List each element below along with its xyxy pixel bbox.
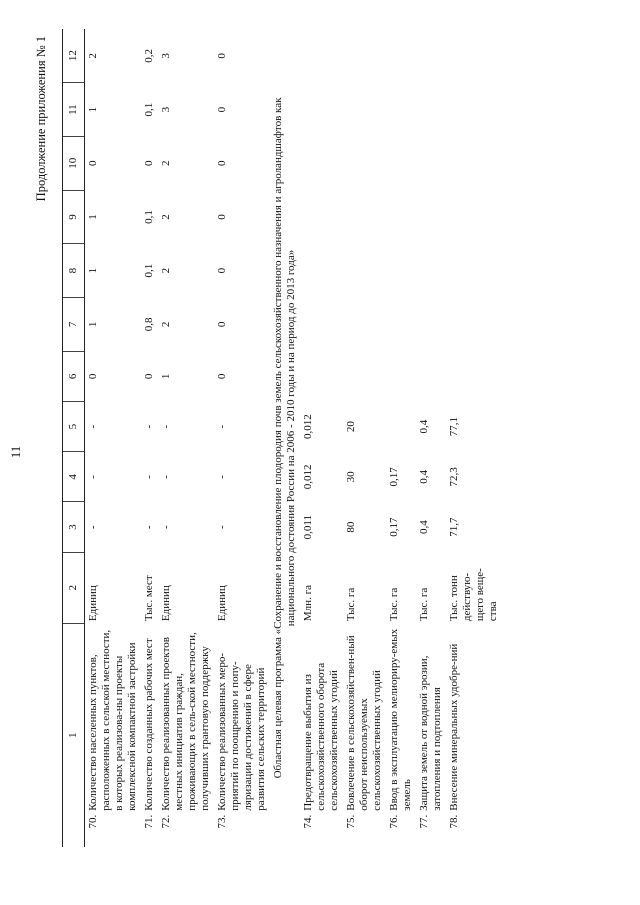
value-cell: 2	[160, 214, 172, 220]
value-cell	[446, 298, 502, 352]
value-cell: -	[216, 525, 228, 529]
value-cell: -	[143, 525, 155, 529]
value-cell: 0,4	[418, 470, 430, 484]
value-cell: 1	[87, 214, 99, 220]
section-heading-row	[270, 29, 300, 847]
value-cell	[386, 83, 416, 137]
section-title: Областная целевая программа «Сохранение и восстановление плодородия почв земель сельскохозяйственного назначения и агроландшафтов как национального достояния России на 2006 - 2010 годы и на период до 2013 года»	[272, 97, 297, 779]
value-cell	[416, 83, 446, 137]
value-cell: 30	[345, 471, 357, 483]
value-cell: 2	[160, 160, 172, 167]
value-cell: 0	[143, 160, 155, 167]
header-cell: 5	[63, 401, 85, 451]
value-cell	[416, 244, 446, 298]
row-number: 76.	[388, 814, 400, 829]
row-number: 78.	[448, 814, 460, 829]
table-row	[446, 29, 502, 847]
continuation-note: Продолжение приложения № 1	[34, 36, 48, 202]
value-cell	[343, 136, 386, 190]
value-cell: -	[143, 475, 155, 479]
value-cell: -	[216, 424, 228, 429]
unit-cell: Тыс. га	[418, 587, 430, 622]
value-cell: 0,1	[143, 263, 155, 278]
row-number: 73.	[216, 814, 228, 829]
table-row	[158, 29, 214, 847]
row-number: 70.	[87, 814, 99, 829]
indicator-name: Предотвращение выбытия из сельскохозяйственного оборота сельскохозяйственных угодий	[302, 662, 340, 811]
unit-cell: Единиц	[216, 585, 228, 622]
value-cell: 1	[87, 267, 99, 274]
row-number: 71.	[143, 814, 155, 829]
value-cell	[386, 244, 416, 298]
header-cell: 11	[63, 83, 85, 137]
value-cell	[446, 29, 502, 83]
value-cell	[416, 190, 446, 244]
value-cell	[386, 136, 416, 190]
value-cell: -	[160, 525, 172, 529]
table-row	[300, 29, 343, 847]
header-cell: 4	[63, 452, 85, 502]
unit-cell: Млн. га	[302, 585, 314, 622]
value-cell	[300, 29, 343, 83]
value-cell: 1	[87, 106, 99, 113]
value-cell	[300, 83, 343, 137]
value-cell: 0,4	[418, 520, 430, 535]
indicator-name: Количество реализованных проектов местных инициатив граждан, проживающих в сель-ской местности, получивших грантовую поддержку	[160, 632, 211, 811]
header-cell: 10	[63, 136, 85, 190]
header-cell: 3	[63, 502, 85, 552]
unit-cell: Единиц	[160, 585, 172, 622]
value-cell: 2	[160, 321, 172, 328]
value-cell	[416, 29, 446, 83]
indicator-name: Внесение минеральных удобре-ний	[448, 643, 460, 811]
value-cell: 0,17	[388, 517, 400, 537]
value-cell: 0	[216, 53, 228, 59]
value-cell	[386, 298, 416, 352]
value-cell: -	[87, 424, 99, 429]
value-cell: 0,1	[143, 102, 155, 117]
unit-cell: Тыс. га	[345, 587, 357, 622]
value-cell	[300, 244, 343, 298]
table-header-row	[63, 29, 85, 847]
value-cell: -	[143, 424, 155, 429]
value-cell	[300, 190, 343, 244]
unit-cell: Тыс. га	[388, 587, 400, 622]
value-cell: 0	[87, 160, 99, 167]
value-cell	[416, 351, 446, 401]
value-cell: 77,1	[448, 416, 460, 437]
value-cell	[343, 83, 386, 137]
value-cell: 3	[160, 106, 172, 113]
value-cell: -	[216, 475, 228, 479]
value-cell: -	[87, 525, 99, 529]
value-cell: 2	[87, 53, 99, 59]
value-cell: 0,4	[418, 419, 430, 434]
indicator-name: Количество реализованных меро-приятий по поощрению и попу-ляризации достижений в сфере развития сельских территорий	[216, 652, 267, 811]
table-row	[386, 29, 416, 847]
table-row	[343, 29, 386, 847]
page-number: 11	[8, 445, 23, 459]
value-cell	[446, 244, 502, 298]
value-cell	[343, 244, 386, 298]
header-cell: 9	[63, 190, 85, 244]
value-cell	[343, 29, 386, 83]
value-cell	[446, 190, 502, 244]
value-cell: 1	[87, 321, 99, 328]
value-cell	[446, 351, 502, 401]
value-cell: 0	[216, 160, 228, 167]
value-cell	[300, 351, 343, 401]
value-cell	[300, 136, 343, 190]
value-cell	[386, 190, 416, 244]
header-cell: 7	[63, 298, 85, 352]
row-number: 77.	[418, 814, 430, 829]
row-number: 72.	[160, 814, 172, 829]
header-cell: 6	[63, 351, 85, 401]
value-cell	[386, 401, 416, 451]
row-number: 75.	[345, 814, 357, 829]
table-row	[214, 29, 270, 847]
value-cell: 0,17	[388, 467, 400, 487]
value-cell: 0	[143, 373, 155, 380]
row-number: 74.	[302, 814, 314, 829]
table-row	[416, 29, 446, 847]
value-cell: 0	[216, 267, 228, 274]
indicator-name: Количество созданных рабочих мест	[143, 638, 155, 811]
value-cell: 0	[87, 373, 99, 380]
value-cell: 2	[160, 267, 172, 274]
header-cell: 12	[63, 29, 85, 83]
unit-cell: Единиц	[87, 585, 99, 622]
value-cell: 0	[216, 373, 228, 380]
value-cell: 0,2	[143, 49, 155, 63]
indicator-name: Количество населенных пунктов, расположенных в сельской местности, в которых реализова-ны проекты комплексной компактной застройки	[87, 629, 138, 811]
value-cell: 0,011	[302, 514, 314, 540]
value-cell: 0	[216, 106, 228, 113]
value-cell: 1	[160, 373, 172, 380]
value-cell: 72,3	[448, 467, 460, 487]
value-cell: -	[87, 475, 99, 479]
value-cell: -	[160, 424, 172, 429]
value-cell: 0,012	[302, 464, 314, 490]
value-cell: 0	[216, 214, 228, 220]
value-cell: 0	[216, 321, 228, 328]
table-row	[85, 29, 142, 847]
value-cell: -	[160, 475, 172, 479]
indicator-name: Вовлечение в сельскохозяйствен-ный оборот неиспользуемых сельскохозяйственных угодий	[345, 635, 383, 811]
value-cell: 0,1	[143, 210, 155, 224]
table-row	[141, 29, 158, 847]
value-cell	[386, 29, 416, 83]
unit-cell: Тыс. тонн действую-щего веще-ства	[448, 568, 499, 622]
value-cell	[343, 351, 386, 401]
value-cell	[446, 83, 502, 137]
value-cell: 3	[160, 53, 172, 59]
value-cell: 0,012	[302, 414, 314, 439]
header-cell: 1	[63, 623, 85, 847]
value-cell	[300, 298, 343, 352]
value-cell	[343, 190, 386, 244]
value-cell	[386, 351, 416, 401]
value-cell: 80	[345, 521, 357, 533]
value-cell	[416, 136, 446, 190]
indicator-name: Ввод в эксплуатацию мелиориру-емых земель	[388, 628, 413, 811]
unit-cell: Тыс. мест	[143, 575, 155, 622]
header-cell: 2	[63, 552, 85, 623]
header-cell: 8	[63, 244, 85, 298]
value-cell	[343, 298, 386, 352]
indicator-name: Защита земель от водной эрозии, затопления и подтопления	[418, 655, 443, 811]
value-cell	[446, 136, 502, 190]
value-cell: 0,8	[143, 317, 155, 332]
value-cell: 71,7	[448, 517, 460, 537]
indicators-table	[62, 29, 502, 847]
value-cell	[416, 298, 446, 352]
value-cell: 20	[345, 421, 357, 433]
